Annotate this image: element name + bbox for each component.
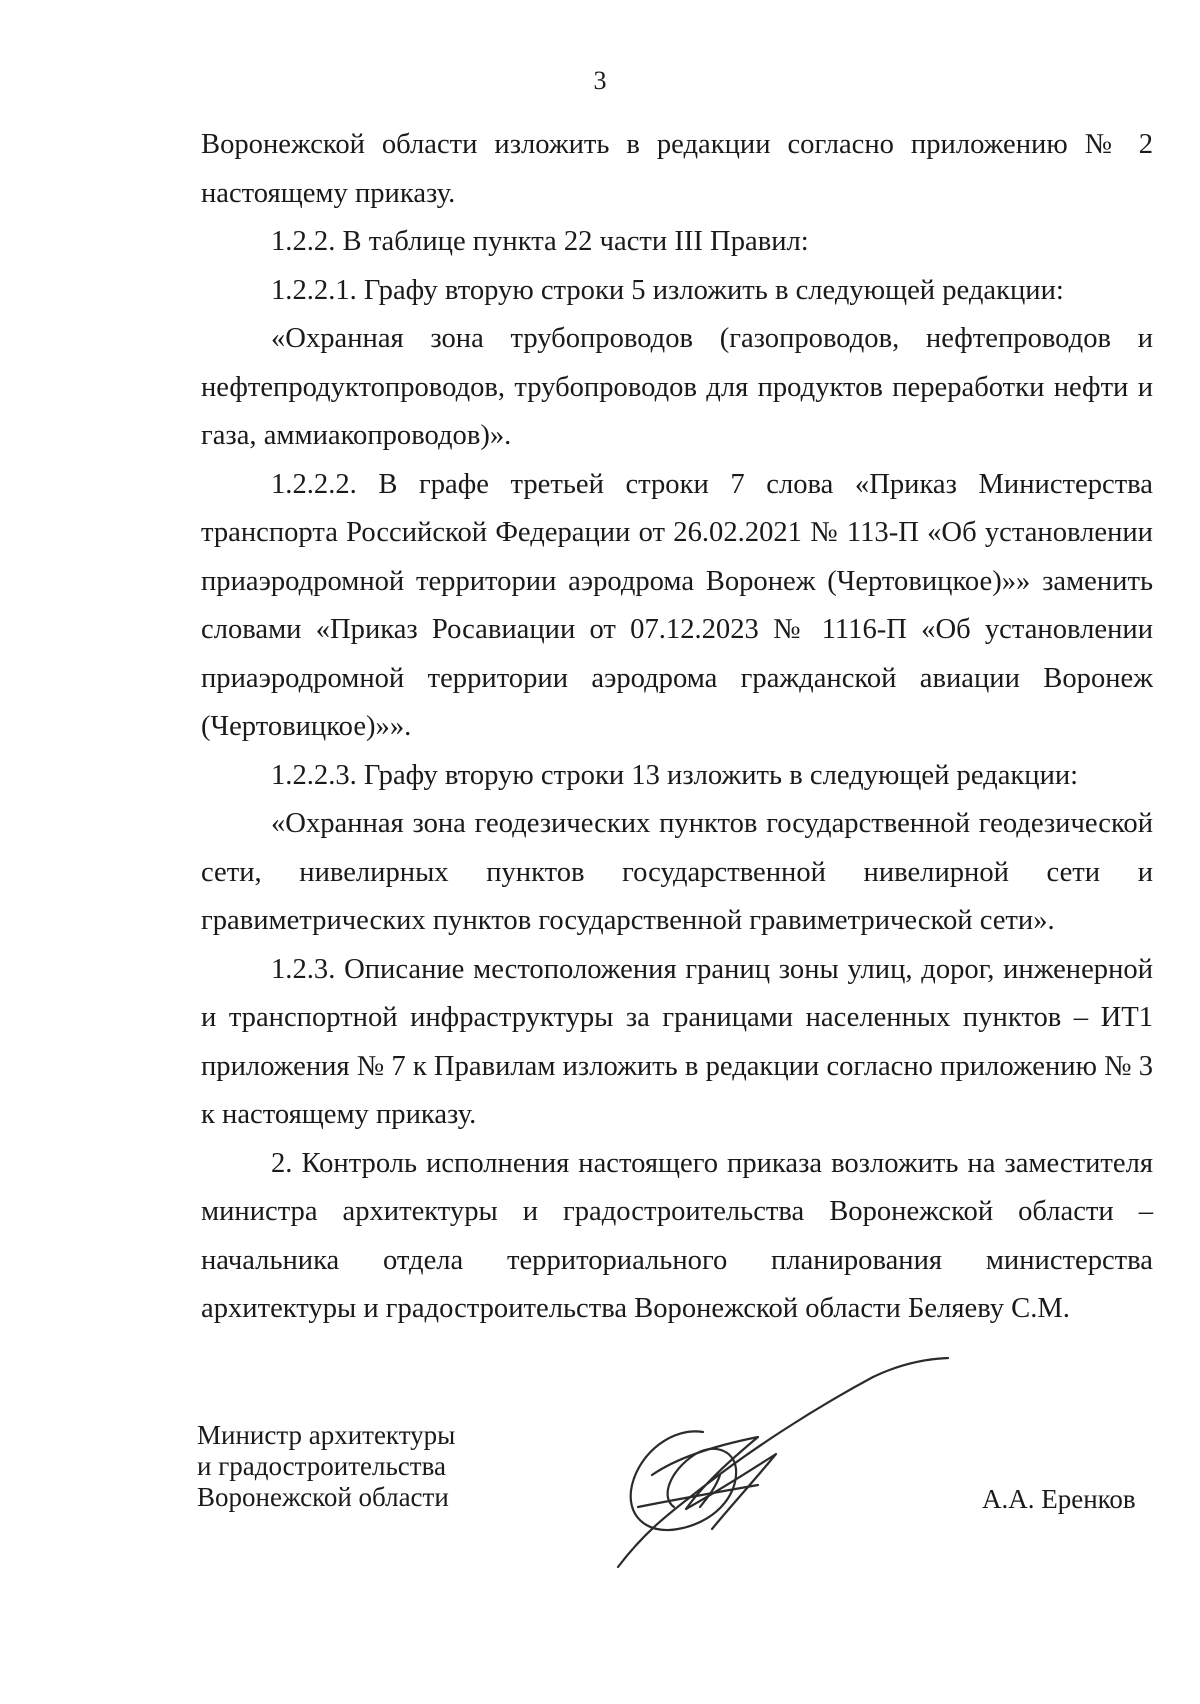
paragraph-1-2-2-3: 1.2.2.3. Графу вторую строки 13 изложить в следующей редакции: <box>271 759 1079 791</box>
signatory-position-line: Воронежской области <box>197 1482 449 1512</box>
page-number: 3 <box>593 66 607 95</box>
paragraph-quote-geodesic: «Охранная зона геодезических пунктов государственной геодезической сети, нивелирных пунктов государственной нивелирной сети и гравиметрических пунктов государственной гравиметрической сети». <box>201 808 1153 936</box>
handwritten-signature <box>608 1357 968 1577</box>
signatory-position <box>197 1420 455 1513</box>
paragraph-2-control: 2. Контроль исполнения настоящего приказа возложить на заместителя министра архитектуры и градостроительства Воронежской области – начальника отдела территориального планирования министерства архитектуры и градостроительства Воронежской области Беляеву С.М. <box>201 1147 1153 1324</box>
paragraph-1-2-2: 1.2.2. В таблице пункта 22 части III Правил: <box>271 226 809 257</box>
paragraph-1-2-3: 1.2.3. Описание местоположения границ зоны улиц, дорог, инженерной и транспортной инфраструктуры за границами населенных пунктов – ИТ1 приложения № 7 к Правилам изложить в редакции согласно приложению № 3 к настоящему приказу. <box>201 953 1153 1130</box>
paragraph-1-2-2-1: 1.2.2.1. Графу вторую строки 5 изложить в следующей редакции: <box>271 274 1064 306</box>
paragraph-quote-pipelines: «Охранная зона трубопроводов (газопроводов, нефтепроводов и нефтепродуктопроводов, трубопроводов для продуктов переработки нефти и газа, аммиакопроводов)». <box>201 323 1153 451</box>
signatory-position-line: и градостроительства <box>197 1451 446 1481</box>
paragraph-1-2-2-2: 1.2.2.2. В графе третьей строки 7 слова «Приказ Министерства транспорта Российской Федерации от 26.02.2021 № 113-П «Об установлении приаэродромной территории аэродрома Воронеж (Чертовицкое)»» заменить словами «Приказ Росавиации от 07.12.2023 № 1116-П «Об установлении приаэродромной территории аэродрома гражданской авиации Воронеж (Чертовицкое)»». <box>201 468 1153 742</box>
paragraph-continuation: Воронежской области изложить в редакции согласно приложению № 2 настоящему приказу. <box>201 129 1153 209</box>
signatory-name: А.А. Еренков <box>982 1484 1136 1514</box>
signatory-position-line: Министр архитектуры <box>197 1420 456 1450</box>
